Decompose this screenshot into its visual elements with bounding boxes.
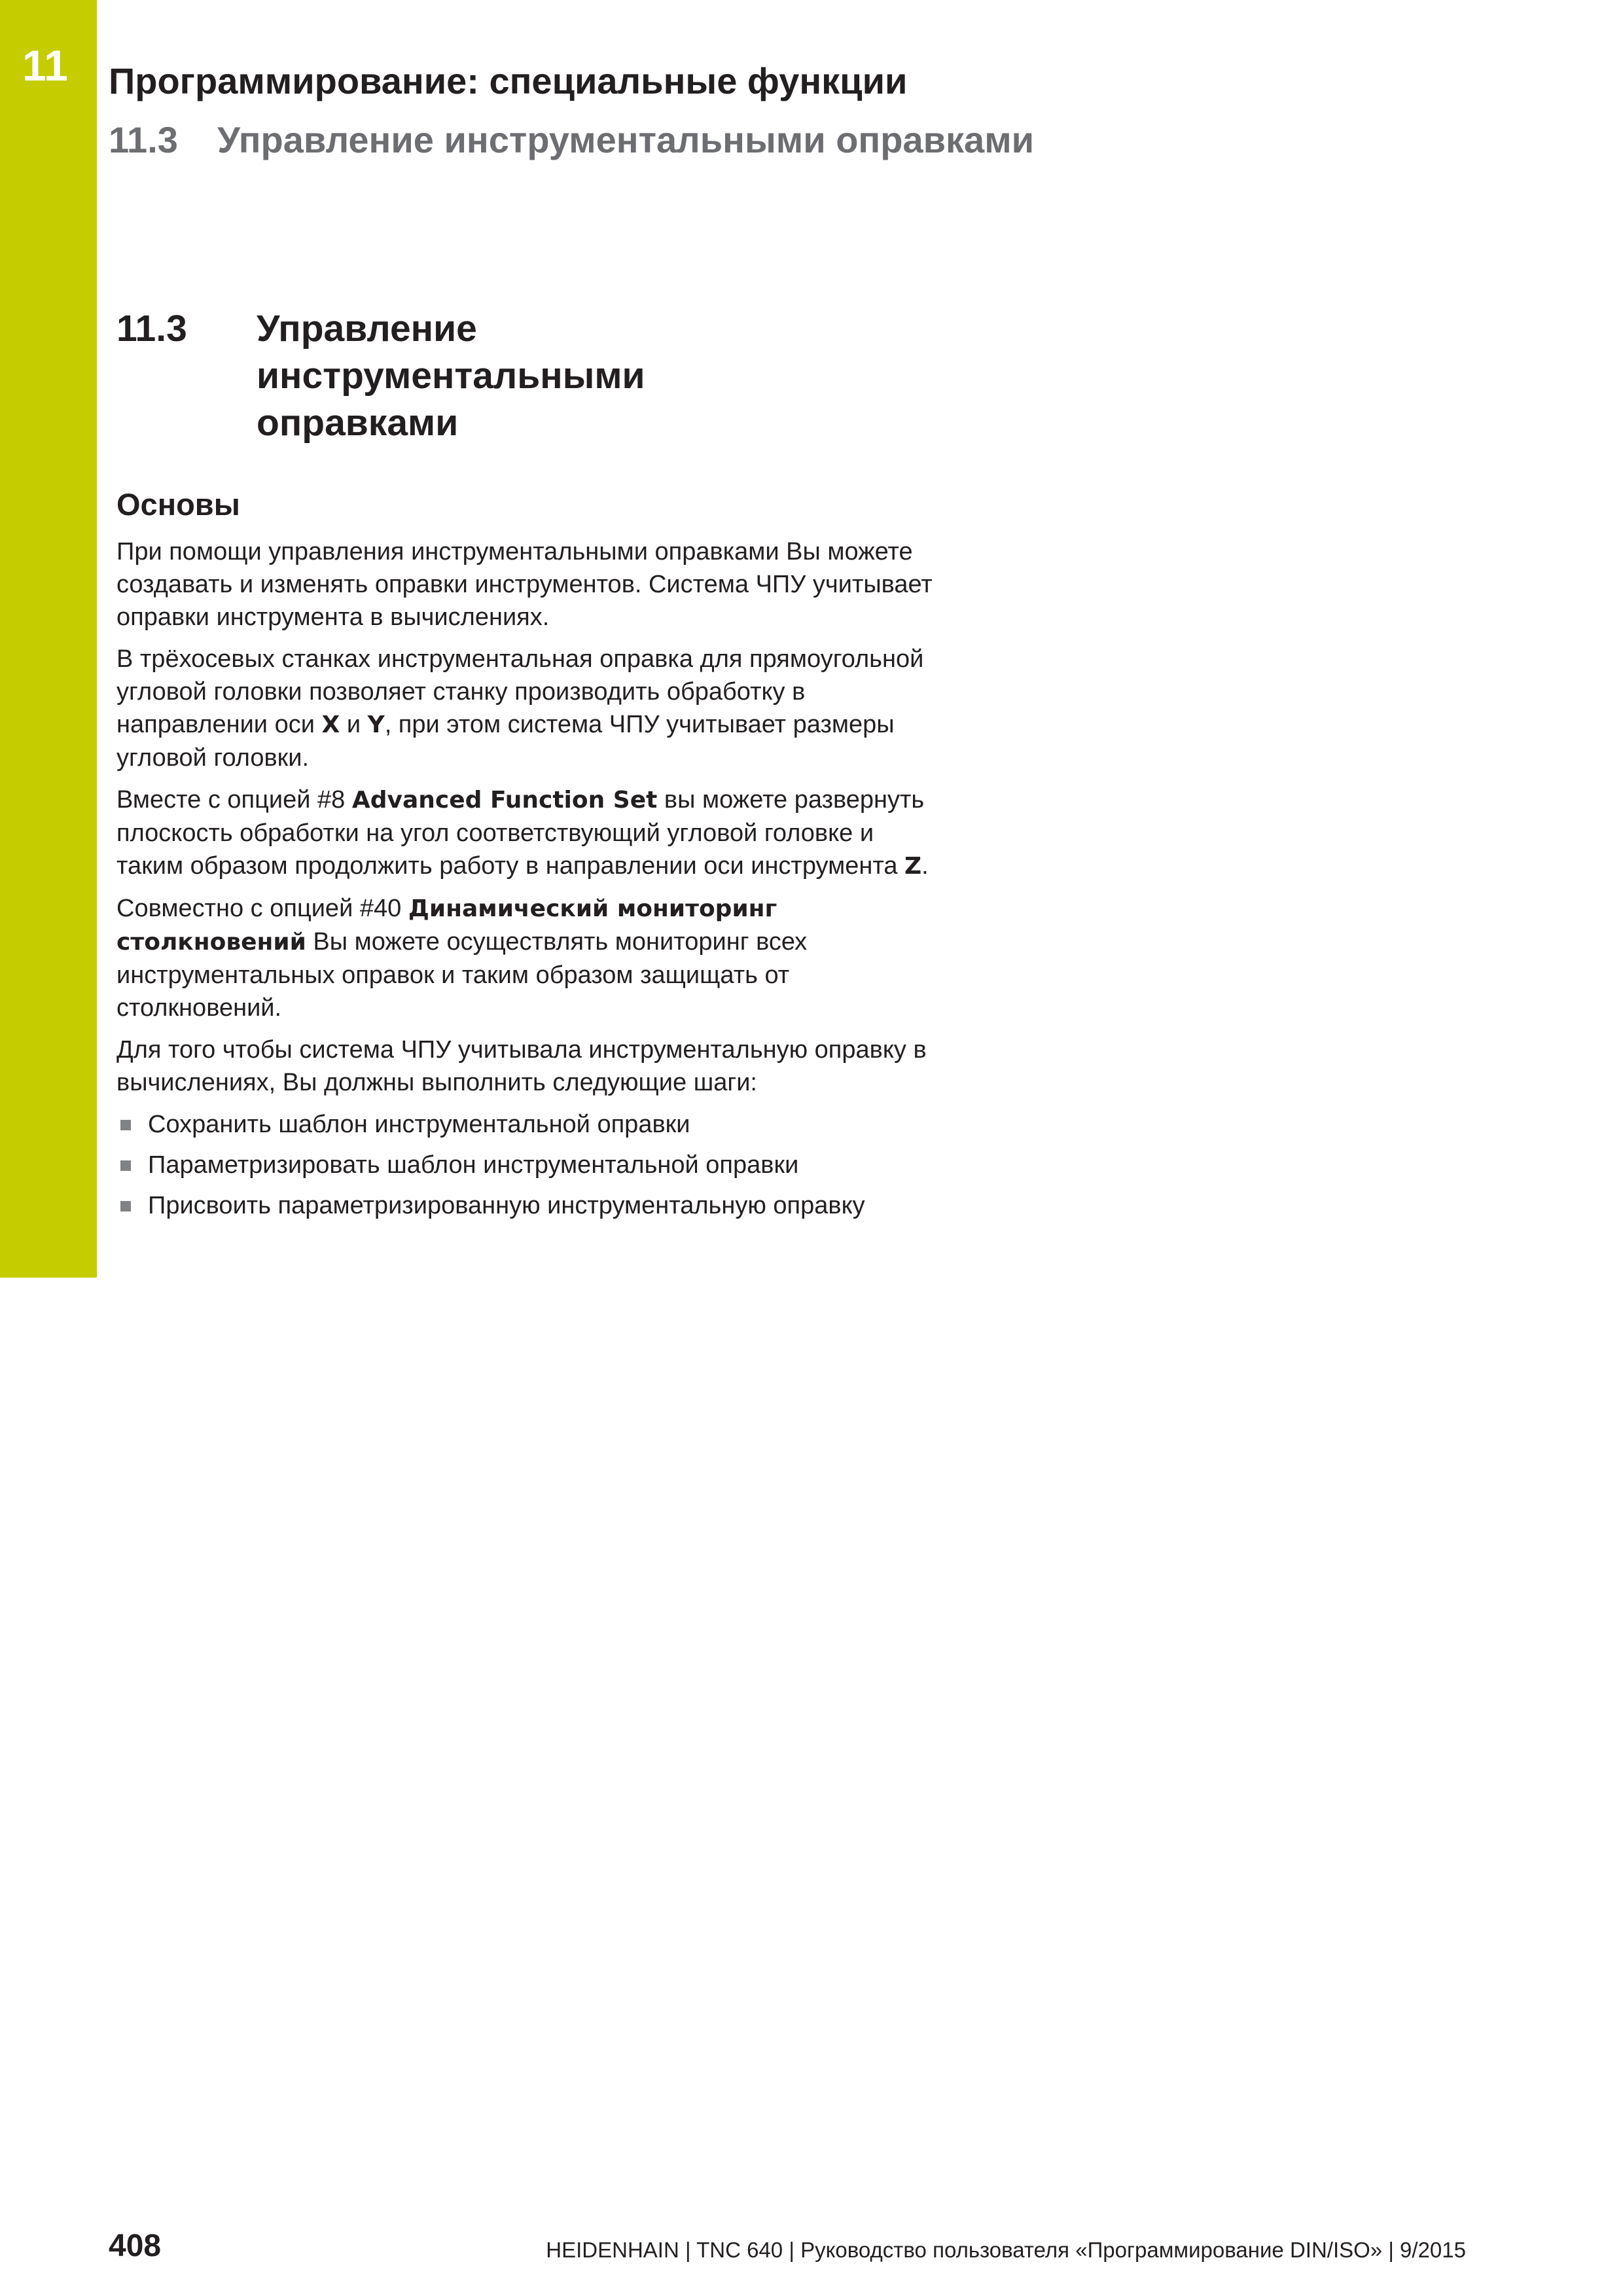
paragraph-text: и bbox=[340, 711, 368, 738]
footer-text: HEIDENHAIN | TNC 640 | Руководство пользователя «Программирование DIN/ISO» | 9/2015 bbox=[546, 2238, 1466, 2262]
square-bullet-icon bbox=[120, 1201, 131, 1211]
page-footer bbox=[109, 2227, 1466, 2272]
paragraph-text: Вместе с опцией #8 bbox=[116, 786, 352, 814]
running-section-title bbox=[109, 115, 1034, 165]
paragraph-text: При помощи управления инструментальными оправками Вы можете создавать и изменять оправки инструментов. Система ЧПУ учитывает оправки инструмента в вычислениях. bbox=[116, 538, 933, 631]
paragraph-text: Для того чтобы система ЧПУ учитывала инструментальную оправку в вычислениях, Вы должны выполнить следующие шаги: bbox=[116, 1036, 927, 1096]
paragraph-text: вы можете развернуть плоскость обработки на угол соответствующий угловой головке и таким образом продолжить работу в направлении оси инструмента bbox=[116, 786, 925, 880]
page-number: 408 bbox=[109, 2229, 162, 2263]
body-paragraphs bbox=[116, 535, 935, 1099]
page-content bbox=[116, 305, 935, 1230]
square-bullet-icon bbox=[120, 1160, 131, 1171]
emphasized-term: Y bbox=[367, 711, 385, 738]
emphasized-term: Динамический мониторинг столкновений bbox=[116, 895, 777, 956]
section-heading bbox=[116, 305, 935, 446]
subsection-heading: Основы bbox=[116, 487, 240, 522]
list-item-text: Сохранить шаблон инструментальной оправки bbox=[148, 1111, 690, 1138]
section-number: 11.3 bbox=[116, 308, 187, 350]
body-paragraph bbox=[116, 1033, 935, 1099]
square-bullet-icon bbox=[120, 1120, 131, 1130]
running-chapter-title: Программирование: специальные функции bbox=[109, 60, 908, 101]
chapter-number: 11 bbox=[22, 41, 68, 90]
body-paragraph bbox=[116, 783, 935, 883]
paragraph-text: Вы можете осуществлять мониторинг всех инструментальных оправок и таким образом защищать от столкновений. bbox=[116, 928, 808, 1022]
section-title: Управление инструментальными оправками bbox=[257, 308, 645, 444]
paragraph-text: . bbox=[921, 852, 929, 880]
list-item bbox=[116, 1149, 935, 1181]
list-item-text: Присвоить параметризированную инструментальную оправку bbox=[148, 1192, 865, 1219]
body-paragraph bbox=[116, 535, 935, 634]
list-item-text: Параметризировать шаблон инструментальной оправки bbox=[148, 1151, 799, 1179]
paragraph-text: В трёхосевых станках инструментальная оправка для прямоугольной угловой головки позволяет станку производить обработку в направлении оси bbox=[116, 645, 924, 738]
list-item bbox=[116, 1189, 935, 1222]
emphasized-term: Advanced Function Set bbox=[351, 787, 658, 814]
body-paragraph bbox=[116, 892, 935, 1024]
paragraph-text: Совместно с опцией #40 bbox=[116, 895, 408, 922]
running-section-number: 11.3 bbox=[109, 119, 178, 160]
body-paragraph bbox=[116, 643, 935, 774]
running-section-label: Управление инструментальными оправками bbox=[217, 119, 1035, 160]
paragraph-text: , при этом система ЧПУ учитывает размеры угловой головки. bbox=[116, 711, 895, 772]
steps-list bbox=[116, 1108, 935, 1222]
chapter-side-bar bbox=[0, 0, 97, 1278]
emphasized-term: X bbox=[321, 711, 340, 738]
list-item bbox=[116, 1108, 935, 1141]
running-header bbox=[109, 56, 1034, 165]
emphasized-term: Z bbox=[904, 853, 922, 880]
